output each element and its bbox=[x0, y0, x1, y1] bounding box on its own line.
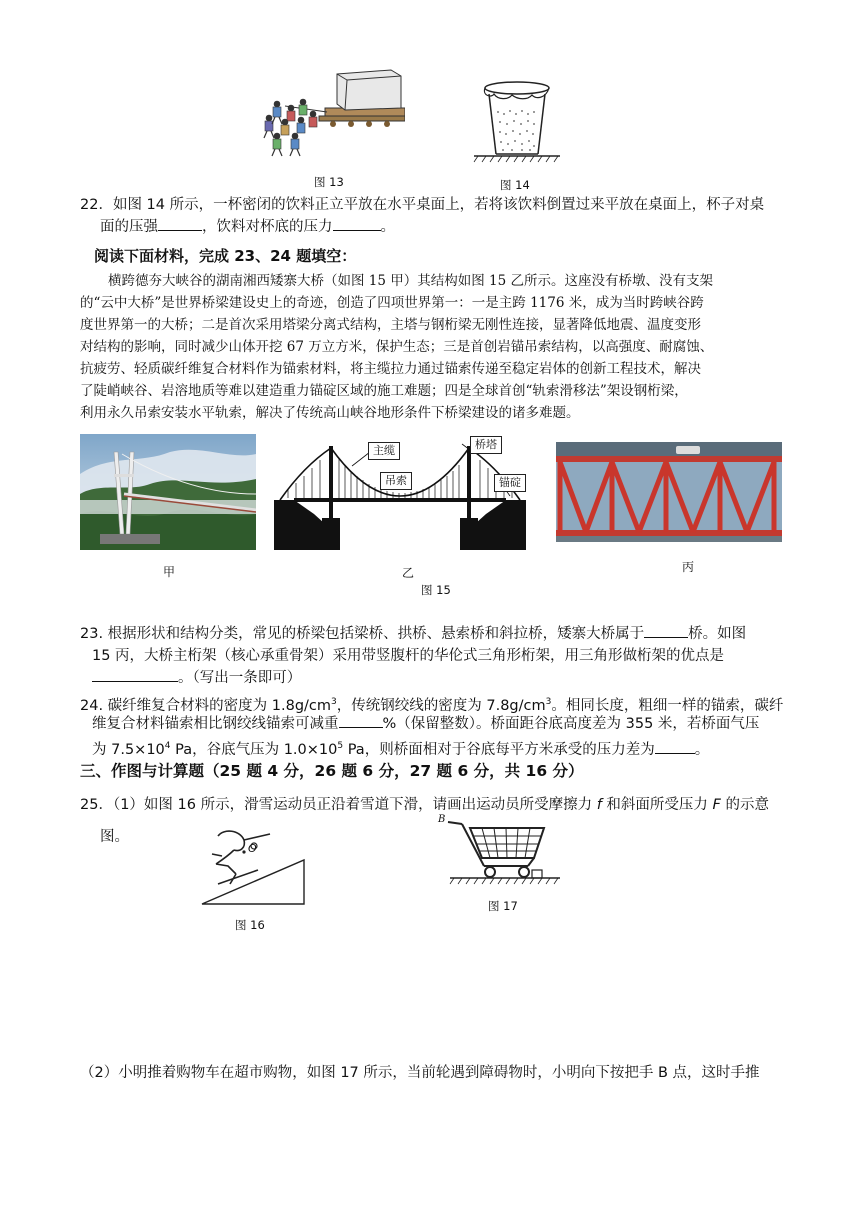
reading-line-5: 抗疲劳、轻质碳纤维复合材料作为锚索材料，将主缆拉力通过锚索传递至稳定岩体的创新工程技术，解决 bbox=[80, 361, 701, 377]
figure-15-jia-photo bbox=[80, 434, 256, 550]
q24-text-d: 维复合材料锚索相比钢绞线锚索可减重 bbox=[92, 716, 339, 732]
q23-line2: 15 丙，大桥主桁架（核心承重骨架）采用带竖腹杆的华伦式三角形桁架，用三角形做桁架的优点是 bbox=[92, 648, 725, 664]
q22-text-c: 。 bbox=[380, 219, 395, 235]
label-hanger: 吊索 bbox=[380, 472, 412, 490]
figure-15-caption: 图 15 bbox=[421, 583, 451, 597]
q24-sup-4: 5 bbox=[337, 741, 344, 751]
reading-line-1: 横跨德夯大峡谷的湖南湘西矮寨大桥（如图 15 甲）其结构如图 15 乙所示。这座没有桥墩、没有支架 bbox=[108, 273, 714, 289]
q24-blank-1[interactable] bbox=[339, 713, 383, 728]
q22-line2 bbox=[100, 216, 395, 238]
q24-line3 bbox=[92, 735, 709, 761]
reading-line-3: 度世界第一的大桥；二是首次采用塔梁分离式结构，主塔与钢桁梁无刚性连接，显著降低地震、温度变形 bbox=[80, 317, 701, 333]
reading-line-2: 的“云中大桥”是世界桥梁建设史上的奇迹，创造了四项世界第一：一是主跨 1176 米，成为当时跨峡谷跨 bbox=[80, 295, 704, 311]
label-main-cable: 主缆 bbox=[368, 442, 400, 460]
q24-sup-1: 3 bbox=[331, 697, 337, 707]
label-tower: 桥塔 bbox=[470, 436, 502, 454]
figure-14-illustration bbox=[472, 78, 562, 163]
q24-text-h: Pa，则桥面相对于谷底每平方米承受的压力差为 bbox=[343, 741, 655, 758]
q23-blank-2[interactable] bbox=[92, 667, 178, 682]
q24-text-c: 。相同长度，粗细一样的锚索，碳纤 bbox=[551, 697, 784, 714]
figure-17-illustration bbox=[440, 818, 570, 886]
figure-17-caption: 图 17 bbox=[488, 899, 518, 913]
q22-text-a: 面的压强 bbox=[100, 219, 158, 235]
figure-15-bing-label: 丙 bbox=[682, 560, 695, 574]
q25-text-b: 和斜面所受压力 bbox=[601, 797, 713, 813]
q24-text-a: 24. 碳纤维复合材料的密度为 1.8g/cm bbox=[80, 697, 332, 714]
q25-line2: 图。 bbox=[100, 829, 129, 845]
q25-part2: （2）小明推着购物车在超市购物，如图 17 所示，当前轮遇到障碍物时，小明向下按把手 B 点，这时手推 bbox=[80, 1065, 760, 1081]
q22-line1: 22．如图 14 所示，一杯密闭的饮料正立平放在水平桌面上，若将该饮料倒置过来平放在桌面上，杯子对桌 bbox=[80, 197, 765, 213]
label-anchor: 锚碇 bbox=[494, 474, 526, 492]
figure-15-bing-photo bbox=[556, 442, 782, 542]
q24-text-b: ，传统钢绞线的密度为 7.8g/cm bbox=[336, 697, 546, 714]
figure-13-caption: 图 13 bbox=[314, 175, 344, 189]
q24-line2 bbox=[92, 713, 759, 735]
q24-blank-2[interactable] bbox=[655, 739, 695, 754]
q23-line3 bbox=[92, 667, 301, 689]
reading-heading: 阅读下面材料，完成 23、24 题填空： bbox=[94, 247, 357, 265]
q24-sup-3: 4 bbox=[164, 741, 171, 751]
q24-text-f: 为 7.5×10 bbox=[92, 741, 165, 758]
figure-16-illustration bbox=[200, 826, 308, 908]
q25-symbol-F: F bbox=[712, 797, 721, 813]
reading-line-7: 利用永久吊索安装水平轨索，解决了传统高山峡谷地形条件下桥梁建设的诸多难题。 bbox=[80, 405, 580, 421]
q22-text-b: ，饮料对杯底的压力 bbox=[202, 219, 333, 235]
q24-sup-2: 3 bbox=[545, 697, 552, 707]
q22-blank-2[interactable] bbox=[333, 216, 381, 231]
q23-line1 bbox=[80, 623, 746, 645]
q24-text-g: Pa，谷底气压为 1.0×10 bbox=[170, 741, 338, 758]
figure-15-yi-label: 乙 bbox=[402, 566, 415, 580]
section-3-heading: 三、作图与计算题（25 题 4 分，26 题 6 分，27 题 6 分，共 16 分） bbox=[80, 762, 584, 780]
figure-16-caption: 图 16 bbox=[235, 918, 265, 932]
figure-17-point-B: B bbox=[438, 814, 446, 825]
reading-line-4: 对结构的影响，同时减少山体开挖 67 万立方米，保护生态；三是首创岩锚吊索结构，以高强度、耐腐蚀、 bbox=[80, 339, 714, 355]
q24-text-e: %（保留整数）。桥面距谷底高度差为 355 米，若桥面气压 bbox=[382, 716, 760, 732]
q25-symbol-f: f bbox=[596, 797, 602, 813]
figure-14-caption: 图 14 bbox=[500, 178, 530, 192]
q23-text-a: 23. 根据形状和结构分类，常见的桥梁包括梁桥、拱桥、悬索桥和斜拉桥，矮寨大桥属于 bbox=[80, 626, 645, 642]
q25-text-c: 的示意 bbox=[720, 797, 769, 813]
q25-line1 bbox=[80, 794, 769, 816]
q25-text-a: 25．（1）如图 16 所示，滑雪运动员正沿着雪道下滑，请画出运动员所受摩擦力 bbox=[80, 797, 597, 813]
q23-blank-1[interactable] bbox=[644, 623, 688, 638]
q22-blank-1[interactable] bbox=[158, 216, 202, 231]
figure-16-point-O: O bbox=[248, 842, 257, 855]
figure-13-illustration bbox=[255, 66, 405, 166]
reading-line-6: 了陡峭峡谷、岩溶地质等难以建造重力锚碇区域的施工难题；四是全球首创“轨索滑移法”架设钢桁梁， bbox=[80, 383, 688, 399]
q23-text-c: 。（写出一条即可） bbox=[178, 670, 302, 686]
q23-text-b: 桥。如图 bbox=[688, 626, 747, 642]
q24-text-i: 。 bbox=[694, 741, 710, 758]
figure-15-jia-label: 甲 bbox=[163, 565, 176, 579]
